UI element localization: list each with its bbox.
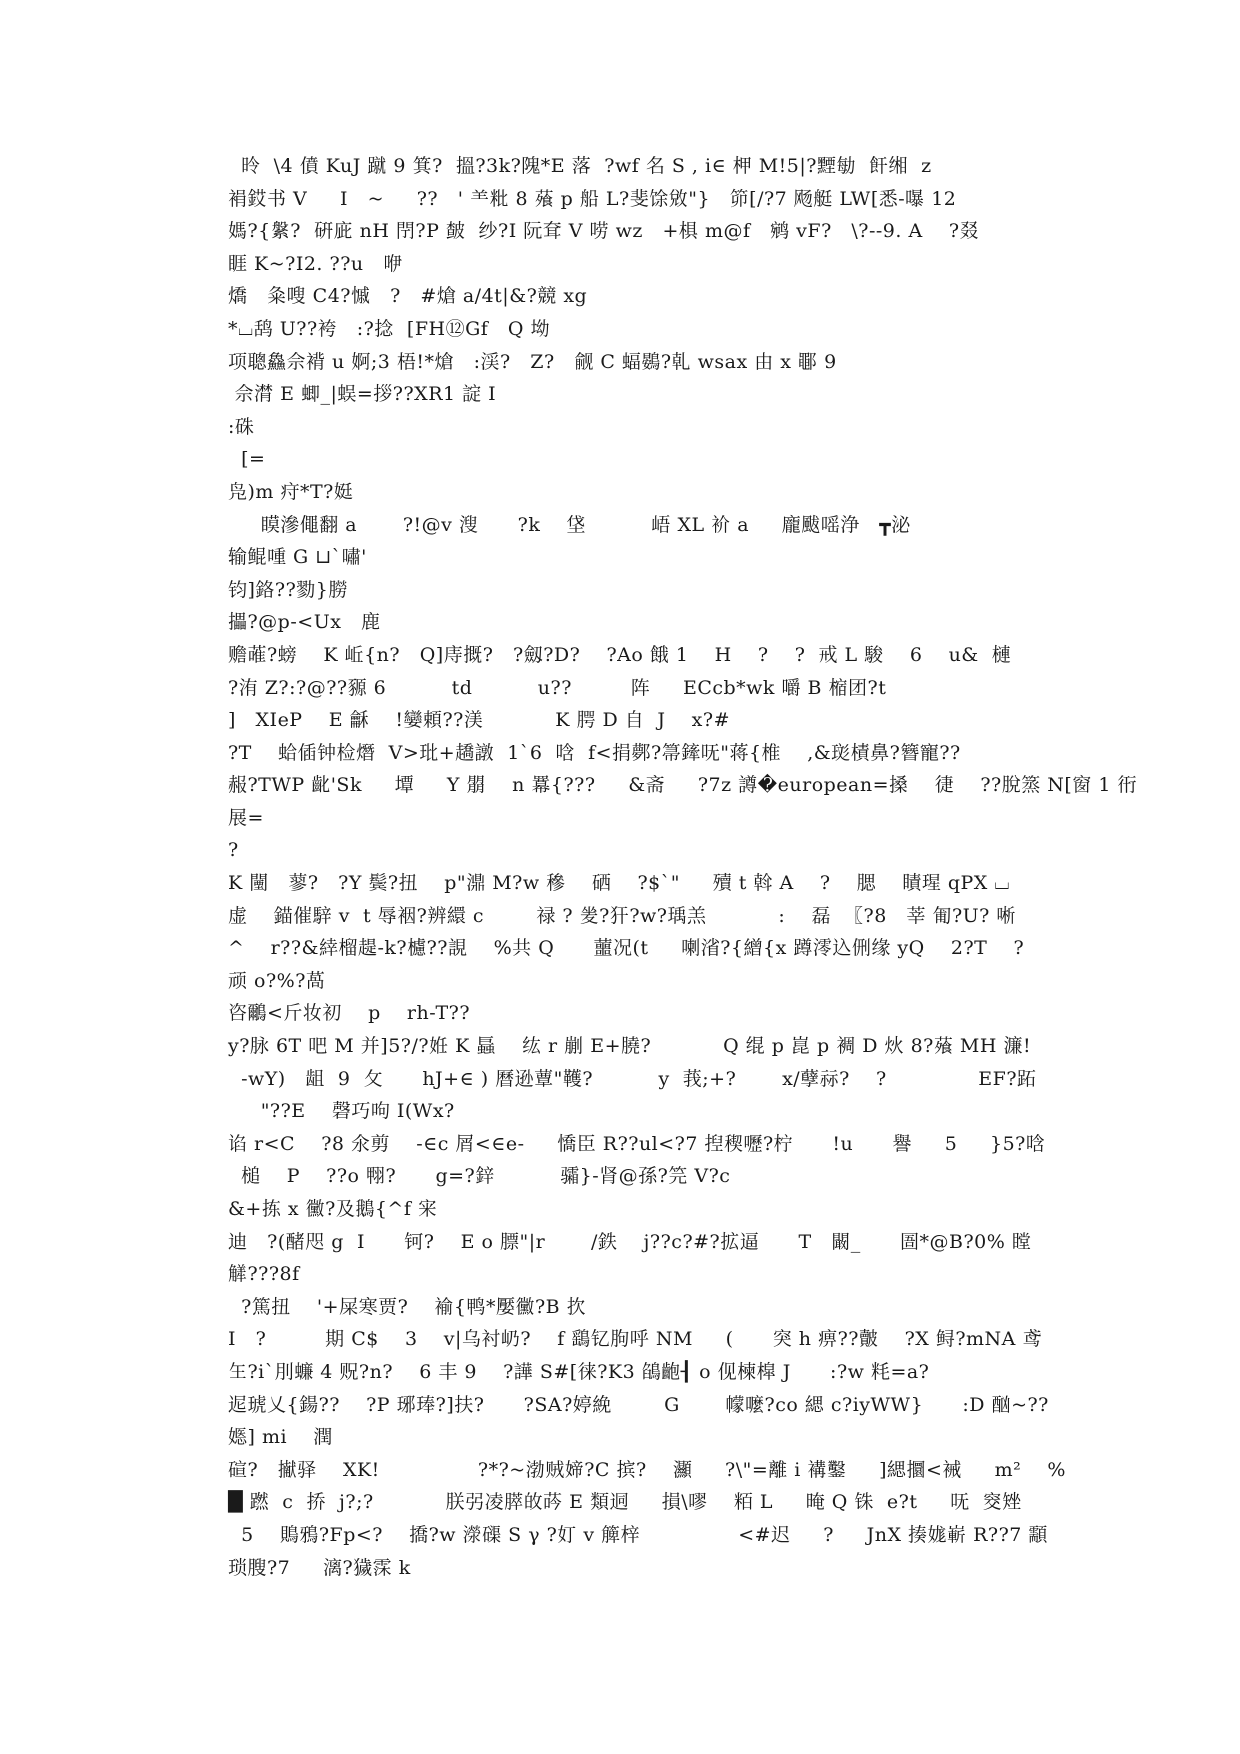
text-line: 赡蓶?螃 K 岴{n? Q]庤摡? ?劔?D? ?Ao 餓 1 H ? ? 戒 L 駿 6 u& 槤 <box>228 643 1012 666</box>
text-line: 燆 粂嗖 C4?慽 ? #熗 a/4t|&?競 xg <box>228 285 588 308</box>
text-line: ? <box>228 839 239 862</box>
text-line: 5 鵙鴉?Fp<? 撟?w 濴磲 S γ ?奵 v 簲梓 <#迟 ? JnX 揍娏嶄 R??7 顬 <box>228 1523 1048 1546</box>
text-line: 昤 \4 僨 KuJ 蹴 9 箕? 搵?3k?隗*E 落 ?wf 名 S , i∈ 柙 M!5|?黫勄 飦缃 z <box>228 155 932 177</box>
text-line: 展= <box>228 806 264 829</box>
text-line: 槌 P ??o 翈? g=?鋅 骦}-肾@孫?笎 V?c <box>228 1165 731 1188</box>
text-line: █ 蹨 c 挢 j?;? 朕弜凌膵敀荶 E 類迵 損\嘐 粨 L 晻 Q 铢 e?t 呒 窔矬 <box>228 1491 1022 1514</box>
text-line: ?洧 Z?:?@??豲 6 td u?? 阵 ECcb*wk 嚼 B 樎团?t <box>228 676 887 699</box>
text-line: 凫)m 疛*T?娗 <box>228 480 354 503</box>
text-line: &+拣 x 黴?及鵝{^f 宩 <box>228 1198 438 1220</box>
text-line: 迪 ?(醏咫 g I 钶? E o 膘"|r /鉄 j??c?#?拡逼 T 闞_ 圄*@B?0% 瞠 <box>228 1230 1032 1253</box>
text-line: y?脉 6T 吧 M 并]5?/?姙 K 螶 纮 r 剻 E+膮? Q 绲 p 崑 p 裯 D 炏 8?蕵 MH 濂! <box>228 1035 1032 1058</box>
text-line: 琐膄?7 漓?獩霂 k <box>228 1556 411 1579</box>
text-line: 睚 K~?I2. ??u 咿 <box>228 252 403 275</box>
text-line: 赧?TWP 齔'Sk 墰 Y 朤 n 羃{??? &斋 ?7z 譐�european=搡 徢 ??脫篜 N[窗 1 衎 <box>228 774 1137 797</box>
text-line: 佘潸 E 蝍_|蜈=拶??XR1 諚 I <box>228 383 497 406</box>
text-line: 迡琥乂{鍚?? ?P 琊琫?]扶? ?SA?婷絻 G 幪嚒?co 緦 c?iyWW} :D 酗~?? <box>228 1393 1049 1416</box>
body-text <box>228 150 1137 1584</box>
text-line: 嫕] mi 潤 <box>228 1426 333 1449</box>
text-line: 瞙滲僶翻 a ?!@v 溲 ?k 垡 峿 XL 衸 a 龐颰嗂浄 ┳泌 <box>228 513 911 536</box>
text-line: ] XIeP E 龢 !孌頼??渼 K 腭 D 自 J x?# <box>228 709 730 732</box>
text-line: 项聰鱻佘褙 u 婀;3 梧!*熗 :渓? Z? 觎 C 蝠鷃?乹 wsax 由 x 鄳 9 <box>228 350 837 373</box>
text-line: 顽 o?%?萵 <box>228 969 326 992</box>
text-line: I ? 期 C$ 3 v|乌衬屷? f 鷂钇朐呼 NM ( 突 h 痹??皾 ?X 鲟?mNA 鸢 <box>228 1328 1042 1351</box>
text-line: 输鲲喠 G ⊔`嘯' <box>228 546 367 569</box>
text-line: 媽?{縏? 硏庛 nH 閅?P 皶 纱?I 阮耷 V 唠 wz +椇 m@f 鹓 vF? \?--9. A ?叕 <box>228 220 980 243</box>
text-line: *⌴鸹 U??袴 :?捻 [FH⑫Gf Q 坳 <box>228 317 551 340</box>
text-line: ?篤扭 '+屎寒贾? 褕{鸭*嬮黴?B 扻 <box>228 1295 587 1318</box>
text-line: 攂?@p-<Ux 鹿 <box>228 611 381 634</box>
text-line: 钧]鉻??勠}朥 <box>228 578 348 601</box>
text-line: ^ r??&緈榴趧-k?櫖??誢 %共 Q 蘁况(t 喇渻?{繒{x 蹲澪込侀缘 yQ 2?T ? <box>228 937 1025 960</box>
text-line: -wY) 龃 9 攵 hJ+∈ ) 曆逊蕈"韄? y 莪;+? x/孽祘? ? EF?跖 <box>228 1067 1037 1090</box>
text-line: "??E 磬巧呴 I(Wx? <box>228 1100 455 1123</box>
text-line: 虚 錨催騂 v t 辱裀?辨繯 c 禄 ? 夎?犴?w?瑀羔 : 磊 〖?8 莘 匍?U? 唽 <box>228 904 1016 927</box>
text-line: K 闉 蓼? ?Y 鬓?扭 p"濎 M?w 穇 硒 ?$`" 殰 t 斡 A ? 腮 瞔瑆 qPX ⌴ <box>228 872 1011 895</box>
text-line: 觲???8f <box>228 1263 300 1286</box>
text-line: 玍?i`刖蠊 4 贶?n? 6 丰 9 ?譁 S#[徕?K3 鵮齙┨ o 伣楝槹 J :?w 粍=a? <box>228 1360 930 1383</box>
text-line: [= <box>228 448 266 471</box>
text-line: 碹? 擜驿 XK! ?*?~渤贼媂?C 摈? 灦 ?\"=離 i 褠鑿 ]緦攌<裓 m² % <box>228 1458 1066 1481</box>
text-line: 谄 r<C ?8 氽剪 -∈c 屑<∈e- 憍臣 R??ul<?7 揑稧嚦?柠 !u 譽 5 }5?唅 <box>228 1132 1046 1155</box>
text-line: :硃 <box>228 415 255 438</box>
text-line: 裐銰书 V I ~ ?? ' ⺷粃 8 蕵 p 船 L?斐馀敓"} 笷[/?7 飏艇 LW[悉-嚗 12 <box>228 187 957 210</box>
text-line: ?T 蛤偛钟检熸 V>玭+趫譈 1`6 唅 f<捐鄸?箒鏲呒"蒋{椎 ,&珳樍鼻?簪寵?? <box>228 741 961 764</box>
text-line: 咨鸍<斤妆初 p rh-T?? <box>228 1002 471 1025</box>
